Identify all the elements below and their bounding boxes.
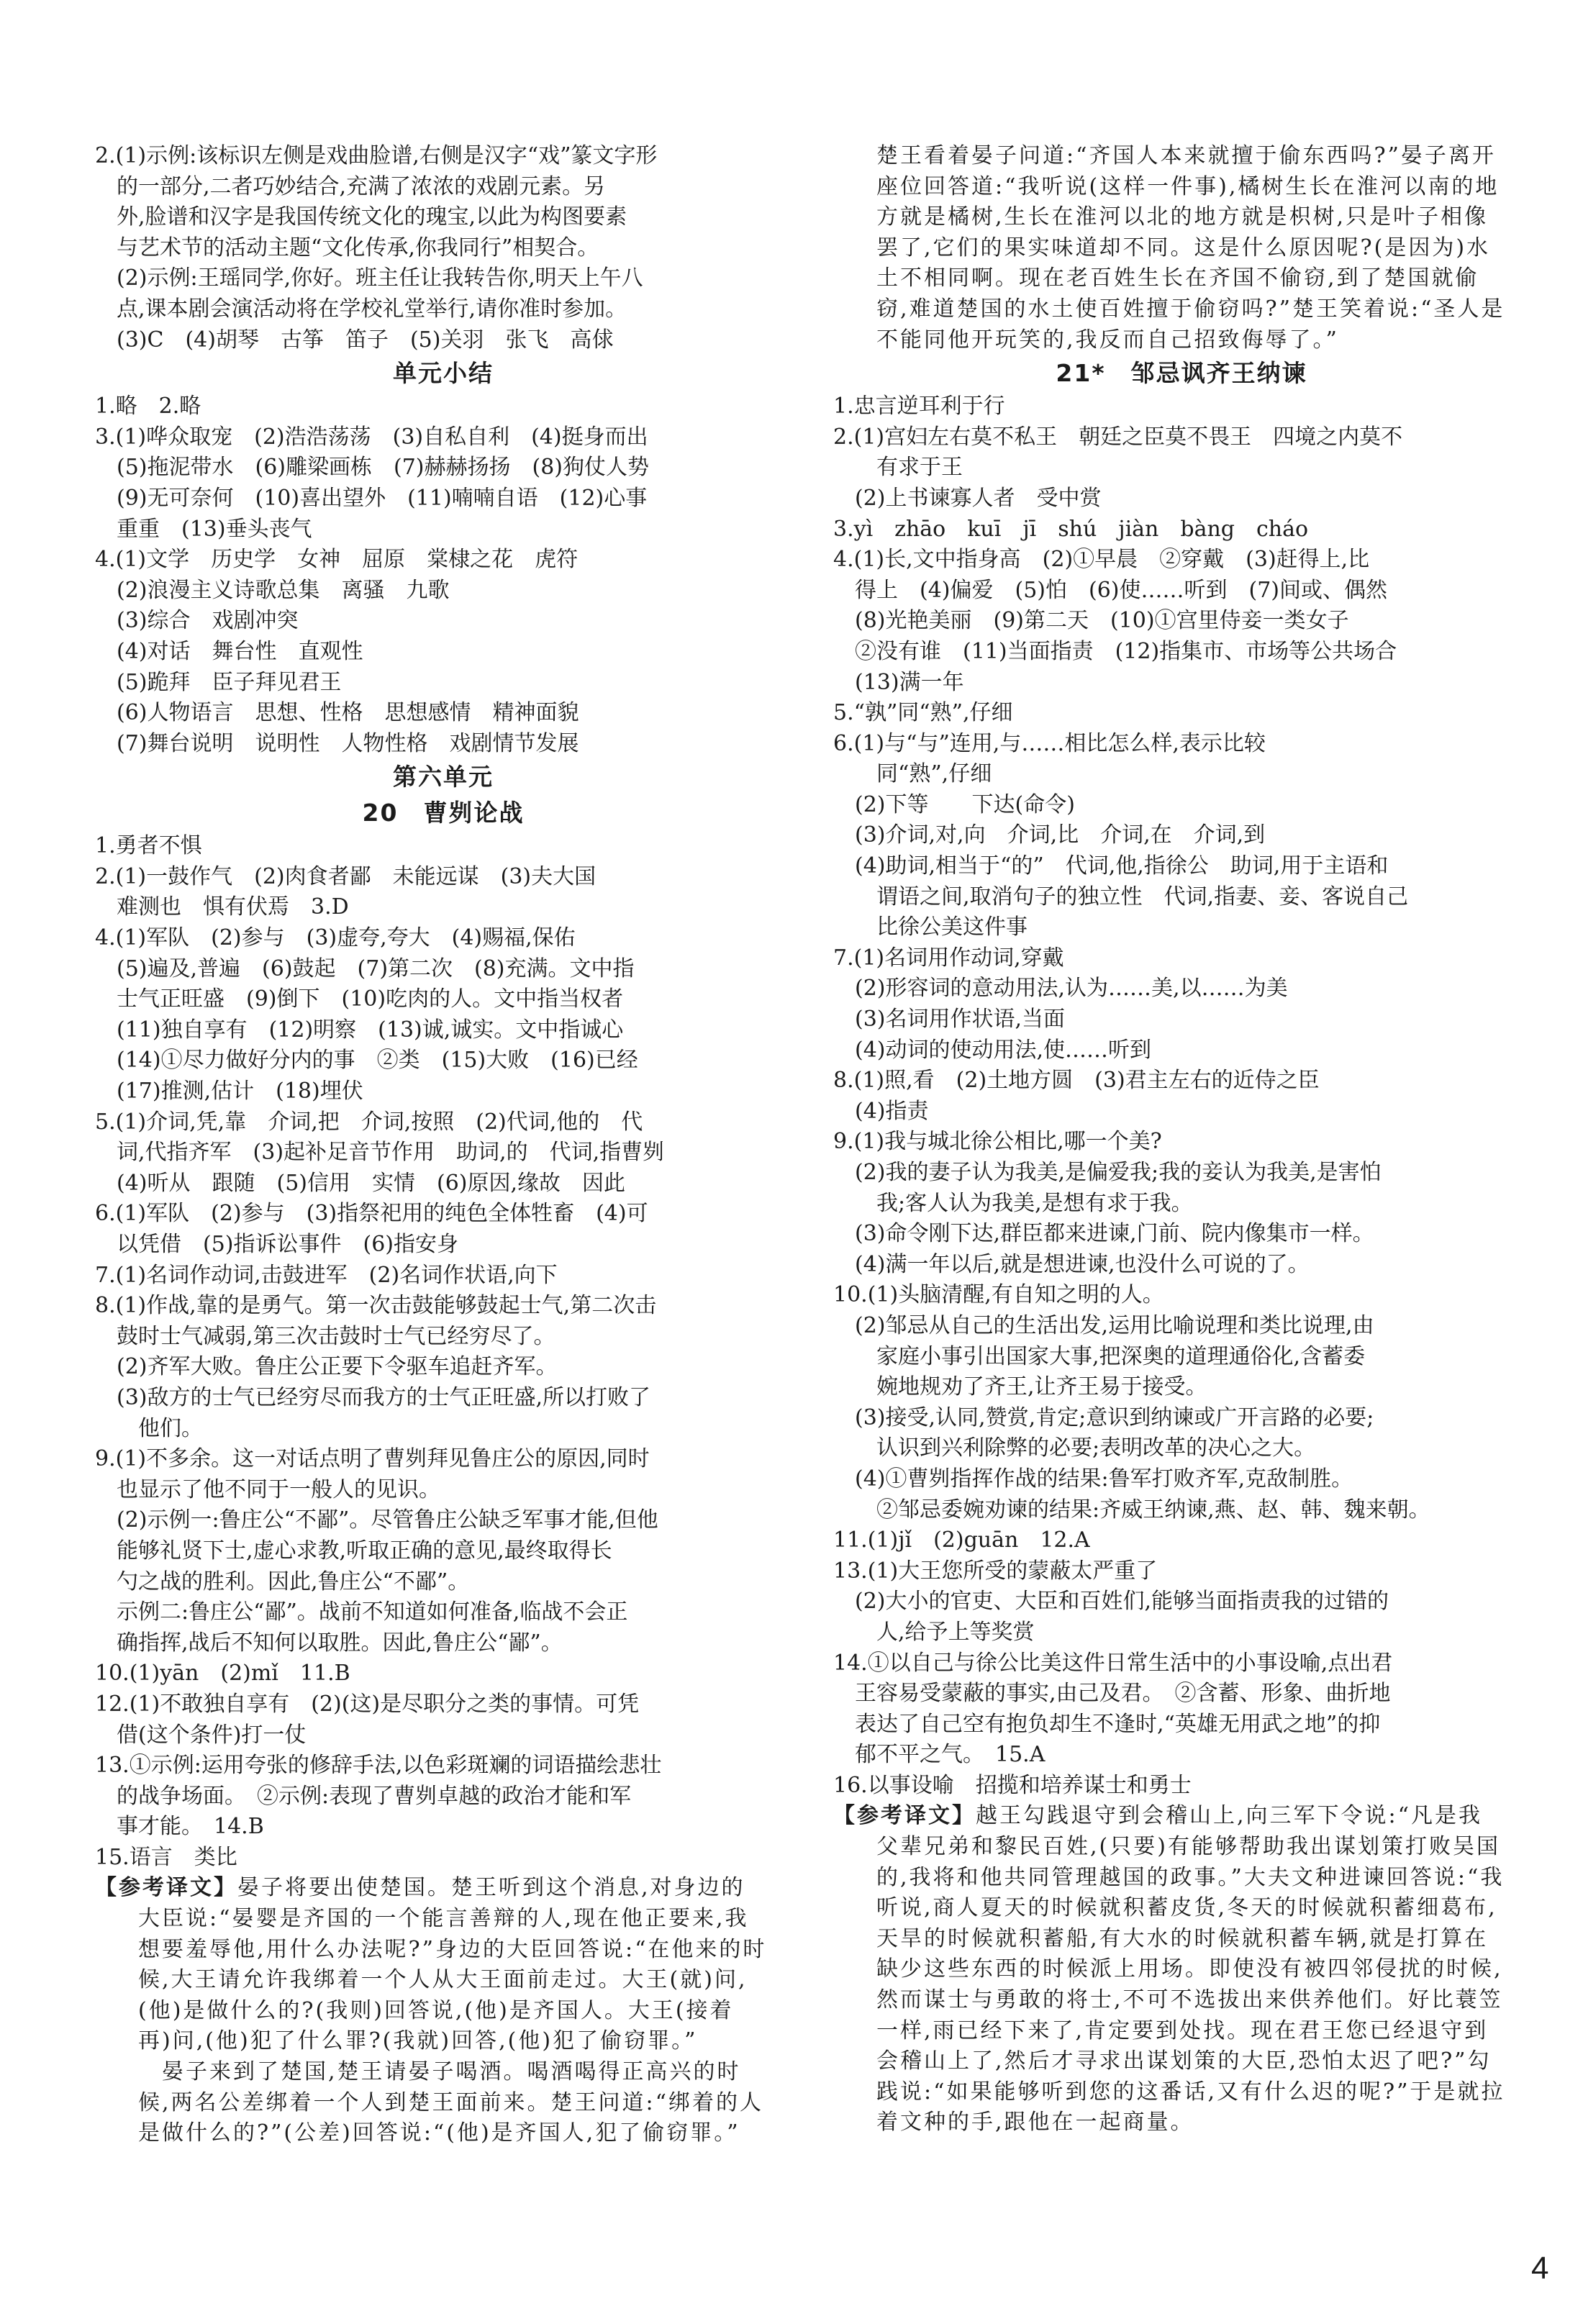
- translation-line: [833, 233, 1530, 264]
- translation-line: [833, 2107, 1530, 2138]
- translation-line: [833, 1801, 1530, 1832]
- answer-line: 鼓时士气减弱,第三次击鼓时士气已经穷尽了。: [117, 1323, 555, 1349]
- translation-line: [833, 294, 1530, 325]
- section-heading: 单元小结: [393, 359, 494, 388]
- translation-text: 不能同他开玩笑的,我反而自己招致侮辱了。”: [876, 327, 1339, 353]
- translation-line: [95, 1996, 792, 2027]
- answer-line: (4)①曹刿指挥作战的结果:鲁军打败齐军,克敌制胜。: [855, 1466, 1353, 1492]
- translation-text: 一样,雨已经下来了,肯定要到处找。现在君王您已经退守到: [876, 2017, 1489, 2043]
- answer-line: 16.以事设喻 招揽和培养谋士和勇士: [833, 1772, 1192, 1798]
- answer-line: ②没有谁 (11)当面指责 (12)指集市、市场等公共场合: [855, 638, 1397, 664]
- translation-line: [833, 1863, 1530, 1894]
- answer-line: 人,给予上等奖赏: [876, 1619, 1035, 1645]
- answer-line: (2)形容词的意动用法,认为……美,以……为美: [855, 976, 1288, 1002]
- translation-text: 想要羞辱他,用什么办法呢?”身边的大臣回答说:“在他来的时: [138, 1936, 767, 1962]
- answer-line: 重重 (13)垂头丧气: [117, 516, 312, 542]
- translation-text: 晏子将要出使楚国。楚王听到这个消息,对身边的: [237, 1875, 745, 1901]
- translation-line: [833, 325, 1530, 356]
- answer-line: 15.语言 类比: [95, 1844, 237, 1870]
- section-heading: 21* 邹忌讽齐王纳谏: [1056, 359, 1307, 388]
- answer-line: 1.勇者不惧: [95, 833, 202, 859]
- translation-text: 着文种的手,跟他在一起商量。: [876, 2110, 1194, 2135]
- translation-line: [95, 2026, 792, 2057]
- translation-line: [95, 1965, 792, 1996]
- translation-line: [95, 1873, 792, 1904]
- answer-line: 的一部分,二者巧妙结合,充满了浓浓的戏剧元素。另: [117, 173, 606, 199]
- answer-line: 难测也 惧有伏焉 3.D: [117, 894, 349, 920]
- translation-line: [833, 202, 1530, 233]
- translation-text: 大臣说:“晏婴是齐国的一个能言善辩的人,现在他正要来,我: [138, 1906, 749, 1932]
- answer-line: 3.(1)哗众取宠 (2)浩浩荡荡 (3)自私自利 (4)挺身而出: [95, 424, 648, 450]
- answer-line: (2)示例:王瑶同学,你好。班主任让我转告你,明天上午八: [117, 265, 643, 291]
- translation-text: 方就是橘树,生长在淮河以北的地方就是枳树,只是叶子相像: [876, 204, 1489, 230]
- answer-line: 士气正旺盛 (9)倒下 (10)吃肉的人。文中指当权者: [117, 986, 624, 1012]
- translation-line: [833, 2046, 1530, 2077]
- translation-line: [833, 172, 1530, 203]
- answer-line: 7.(1)名词作动词,击鼓进军 (2)名词作状语,向下: [95, 1262, 558, 1288]
- answer-line: 家庭小事引出国家大事,把深奥的道理通俗化,含蓄委: [876, 1343, 1366, 1369]
- answer-line: (5)跪拜 臣子拜见君王: [117, 669, 342, 695]
- translation-line: [95, 1935, 792, 1966]
- answer-line: (9)无可奈何 (10)喜出望外 (11)喃喃自语 (12)心事: [117, 485, 648, 511]
- answer-line: 点,课本剧会演活动将在学校礼堂举行,请你准时参加。: [117, 296, 627, 322]
- answer-line: 确指挥,战后不知何以取胜。因此,鲁庄公“鄙”。: [117, 1630, 563, 1656]
- translation-line: [833, 1924, 1530, 1955]
- answer-line: 事才能。 14.B: [117, 1814, 264, 1840]
- answer-line: (14)①尽力做好分内的事 ②类 (15)大败 (16)已经: [117, 1048, 638, 1074]
- answer-line: 我;客人认为我美,是想有求于我。: [876, 1190, 1193, 1216]
- answer-line: 7.(1)名词用作动词,穿戴: [833, 945, 1064, 971]
- translation-line: [95, 2088, 792, 2119]
- answer-line: (5)拖泥带水 (6)雕梁画栋 (7)赫赫扬扬 (8)狗仗人势: [117, 455, 649, 481]
- answer-line: (2)邹忌从自己的生活出发,运用比喻说理和类比说理,由: [855, 1312, 1374, 1338]
- answer-line: 与艺术节的活动主题“文化传承,你我同行”相契合。: [117, 235, 599, 260]
- answer-line: (3)综合 戏剧冲突: [117, 608, 299, 634]
- answer-line: (2)齐军大败。鲁庄公正要下令驱车追赶齐军。: [117, 1354, 558, 1380]
- answer-line: (4)动词的使动用法,使……听到: [855, 1037, 1152, 1063]
- answer-line: 郁不平之气。 15.A: [855, 1742, 1045, 1768]
- answer-line: (11)独自享有 (12)明察 (13)诚,诚实。文中指诚心: [117, 1017, 624, 1043]
- translation-text: 再)问,(他)犯了什么罪?(我就)回答,(他)犯了偷窃罪。”: [138, 2028, 698, 2054]
- answer-line: 以凭借 (5)指诉讼事件 (6)指安身: [117, 1232, 458, 1257]
- answer-line: (3)命令刚下达,群臣都来进谏,门前、院内像集市一样。: [855, 1221, 1374, 1247]
- answer-line: (2)浪漫主义诗歌总集 离骚 九歌: [117, 577, 450, 603]
- translation-line: [833, 1985, 1530, 2016]
- answer-line: (3)名词用作状语,当面: [855, 1007, 1066, 1032]
- answer-line: 6.(1)军队 (2)参与 (3)指祭祀用的纯色全体牲畜 (4)可: [95, 1201, 648, 1227]
- answer-line: 14.①以自己与徐公比美这件日常生活中的小事设喻,点出君: [833, 1650, 1393, 1676]
- answer-line: 得上 (4)偏爱 (5)怕 (6)使……听到 (7)间或、偶然: [855, 577, 1387, 603]
- answer-line: 8.(1)照,看 (2)土地方圆 (3)君主左右的近侍之臣: [833, 1068, 1320, 1094]
- answer-line: 4.(1)军队 (2)参与 (3)虚夸,夸大 (4)赐福,保佑: [95, 925, 576, 951]
- answer-line: 4.(1)文学 历史学 女神 屈原 棠棣之花 虎符: [95, 547, 579, 573]
- answer-line: 同“熟”,仔细: [876, 761, 992, 787]
- answer-line: (3)接受,认同,赞赏,肯定;意识到纳谏或广开言路的必要;: [855, 1404, 1374, 1430]
- translation-line: [833, 1832, 1530, 1863]
- answer-line: 能够礼贤下士,虚心求教,听取正确的意见,最终取得长: [117, 1538, 612, 1563]
- translation-text: 晏子来到了楚国,楚王请晏子喝酒。喝酒喝得正高兴的时: [138, 2059, 741, 2085]
- answer-line: 5.“孰”同“熟”,仔细: [833, 700, 1013, 726]
- translation-text: 缺少这些东西的时候派上用场。即使没有被四邻侵扰的时候,: [876, 1956, 1503, 1982]
- answer-line: 9.(1)不多余。这一对话点明了曹刿拜见鲁庄公的原因,同时: [95, 1446, 650, 1472]
- translation-text: 候,两名公差绑着一个人到楚王面前来。楚王问道:“绑着的人: [138, 2089, 763, 2115]
- translation-text: 会稽山上了,然后才寻求出谋划策的大臣,恐怕太迟了吧?”勾: [876, 2048, 1492, 2074]
- answer-line: 10.(1)头脑清醒,有自知之明的人。: [833, 1282, 1164, 1308]
- answer-line: 11.(1)jǐ (2)guān 12.A: [833, 1528, 1090, 1553]
- answer-line: 3.yì zhāo kuī jī shú jiàn bàng cháo: [833, 516, 1309, 542]
- translation-line: [95, 1904, 792, 1935]
- answer-line: 他们。: [138, 1415, 203, 1441]
- answer-line: 词,代指齐军 (3)起补足音节作用 助词,的 代词,指曹刿: [117, 1140, 665, 1166]
- answer-line: (2)示例一:鲁庄公“不鄙”。尽管鲁庄公缺乏军事才能,但他: [117, 1507, 658, 1533]
- answer-line: 表达了自己空有抱负却生不逢时,“英雄无用武之地”的抑: [855, 1711, 1381, 1737]
- answer-line: 比徐公美这件事: [876, 914, 1028, 940]
- answer-line: (4)听从 跟随 (5)信用 实情 (6)原因,缘故 因此: [117, 1170, 626, 1196]
- left-column: [95, 141, 792, 2149]
- answer-line: 也显示了他不同于一般人的见识。: [117, 1476, 440, 1502]
- translation-label: 【参考译文】: [833, 1803, 976, 1829]
- translation-line: [833, 2016, 1530, 2047]
- answer-line: 2.(1)示例:该标识左侧是戏曲脸谱,右侧是汉字“戏”篆文字形: [95, 143, 658, 168]
- translation-text: 天旱的时候就积蓄船,有大水的时候就积蓄车辆,就是打算在: [876, 1925, 1489, 1951]
- answer-line: 1.忠言逆耳利于行: [833, 394, 1005, 419]
- section-heading: 第六单元: [393, 763, 494, 791]
- answer-line: 13.①示例:运用夸张的修辞手法,以色彩斑斓的词语描绘悲壮: [95, 1753, 662, 1779]
- answer-line: (2)上书谏寡人者 受中赏: [855, 485, 1102, 511]
- answer-line: 有求于王: [876, 455, 963, 481]
- translation-text: 座位回答道:“我听说(这样一件事),橘树生长在淮河以南的地: [876, 173, 1500, 199]
- translation-text: 窃,难道楚国的水土使百姓擅于偷窃吗?”楚王笑着说:“圣人是: [876, 296, 1505, 322]
- answer-line: (3)介词,对,向 介词,比 介词,在 介词,到: [855, 822, 1266, 848]
- answer-line: 2.(1)一鼓作气 (2)肉食者鄙 未能远谋 (3)夫大国: [95, 863, 597, 889]
- translation-label: 【参考译文】: [95, 1875, 237, 1901]
- translation-text: 的,我将和他共同管理越国的政事。”大夫文种进谏回答说:“我: [876, 1864, 1505, 1890]
- answer-line: 王容易受蒙蔽的事实,由己及君。 ②含蓄、形象、曲折地: [855, 1681, 1391, 1707]
- answer-line: 2.(1)宫妇左右莫不私王 朝廷之臣莫不畏王 四境之内莫不: [833, 424, 1403, 450]
- translation-line: [833, 141, 1530, 172]
- answer-line: (17)推测,估计 (18)埋伏: [117, 1079, 363, 1104]
- answer-line: (3)C (4)胡琴 古筝 笛子 (5)关羽 张飞 高俅: [117, 327, 614, 353]
- answer-line: (3)敌方的士气已经穷尽而我方的士气正旺盛,所以打败了: [117, 1384, 651, 1410]
- translation-line: [95, 2057, 792, 2088]
- answer-line: 9.(1)我与城北徐公相比,哪一个美?: [833, 1129, 1162, 1155]
- answer-line: 谓语之间,取消句子的独立性 代词,指妻、妾、客说自己: [876, 884, 1409, 909]
- answer-line: (4)指责: [855, 1098, 929, 1124]
- answer-line: (8)光艳美丽 (9)第二天 (10)①宫里侍妾一类女子: [855, 608, 1349, 634]
- answer-line: 12.(1)不敢独自享有 (2)(这)是尽职分之类的事情。可凭: [95, 1691, 640, 1717]
- translation-text: 罢了,它们的果实味道却不同。这是什么原因呢?(是因为)水: [876, 235, 1491, 260]
- translation-text: 越王勾践退守到会稽山上,向三军下令说:“凡是我: [976, 1803, 1482, 1829]
- answer-line: (2)下等 下达(命令): [855, 791, 1075, 817]
- translation-text: 践说:“如果能够听到您的这番话,又有什么迟的呢?”于是就拉: [876, 2079, 1505, 2105]
- answer-line: 的战争场面。 ②示例:表现了曹刿卓越的政治才能和军: [117, 1783, 632, 1809]
- answer-line: 4.(1)长,文中指身高 (2)①早晨 ②穿戴 (3)赶得上,比: [833, 547, 1370, 573]
- answer-line: ②邹忌委婉劝谏的结果:齐威王纳谏,燕、赵、韩、魏来朝。: [876, 1497, 1430, 1522]
- translation-text: 是做什么的?”(公差)回答说:“(他)是齐国人,犯了偷窃罪。”: [138, 2120, 740, 2146]
- translation-text: 听说,商人夏天的时候就积蓄皮货,冬天的时候就积蓄细葛布,: [876, 1895, 1497, 1921]
- page-number: 4: [1531, 2251, 1549, 2286]
- translation-line: [833, 1893, 1530, 1924]
- answer-line: 勺之战的胜利。因此,鲁庄公“不鄙”。: [117, 1569, 470, 1594]
- translation-text: 父辈兄弟和黎民百姓,(只要)有能够帮助我出谋划策打败吴国: [876, 1834, 1500, 1860]
- answer-line: 10.(1)yān (2)mǐ 11.B: [95, 1661, 350, 1687]
- answer-line: (7)舞台说明 说明性 人物性格 戏剧情节发展: [117, 730, 579, 756]
- answer-line: (4)满一年以后,就是想进谏,也没什么可说的了。: [855, 1251, 1310, 1277]
- answer-line: 5.(1)介词,凭,靠 介词,把 介词,按照 (2)代词,他的 代: [95, 1109, 643, 1135]
- answer-line: 认识到兴利除弊的必要;表明改革的决心之大。: [876, 1435, 1316, 1461]
- answer-line: 婉地规劝了齐王,让齐王易于接受。: [876, 1374, 1207, 1400]
- translation-text: 然而谋士与勇敢的将士,不可不选拔出来供养他们。好比蓑笠: [876, 1987, 1503, 2013]
- answer-line: 1.略 2.略: [95, 394, 201, 419]
- answer-line: 13.(1)大王您所受的蒙蔽太严重了: [833, 1558, 1158, 1584]
- section-heading: 20 曹刿论战: [362, 799, 525, 827]
- translation-text: 土不相同啊。现在老百姓生长在齐国不偷窃,到了楚国就偷: [876, 265, 1479, 291]
- answer-line: 6.(1)与“与”连用,与……相比怎么样,表示比较: [833, 730, 1266, 756]
- answer-line: (4)对话 舞台性 直观性: [117, 638, 363, 664]
- translation-text: 楚王看着晏子问道:“齐国人本来就擅于偷东西吗?”晏子离开: [876, 143, 1496, 168]
- answer-line: (6)人物语言 思想、性格 思想感情 精神面貌: [117, 700, 579, 726]
- answer-line: (4)助词,相当于“的” 代词,他,指徐公 助词,用于主语和: [855, 853, 1389, 879]
- right-column: [833, 141, 1530, 2138]
- translation-line: [833, 263, 1530, 294]
- translation-line: [833, 1954, 1530, 1985]
- translation-text: (他)是做什么的?(我则)回答说,(他)是齐国人。大王(接着: [138, 1997, 734, 2023]
- answer-line: (2)大小的官吏、大臣和百姓们,能够当面指责我的过错的: [855, 1589, 1389, 1615]
- answer-line: 8.(1)作战,靠的是勇气。第一次击鼓能够鼓起士气,第二次击: [95, 1293, 657, 1319]
- answer-line: (13)满一年: [855, 669, 964, 695]
- answer-line: (5)遍及,普遍 (6)鼓起 (7)第二次 (8)充满。文中指: [117, 956, 635, 981]
- translation-text: 候,大王请允许我绑着一个人从大王面前走过。大王(就)问,: [138, 1967, 748, 1993]
- translation-line: [833, 2077, 1530, 2108]
- translation-line: [95, 2118, 792, 2149]
- answer-line: 示例二:鲁庄公“鄙”。战前不知道如何准备,临战不会正: [117, 1599, 628, 1625]
- answer-line: 借(这个条件)打一仗: [117, 1722, 307, 1748]
- answer-line: 外,脸谱和汉字是我国传统文化的瑰宝,以此为构图要素: [117, 204, 627, 230]
- answer-line: (2)我的妻子认为我美,是偏爱我;我的妾认为我美,是害怕: [855, 1160, 1382, 1185]
